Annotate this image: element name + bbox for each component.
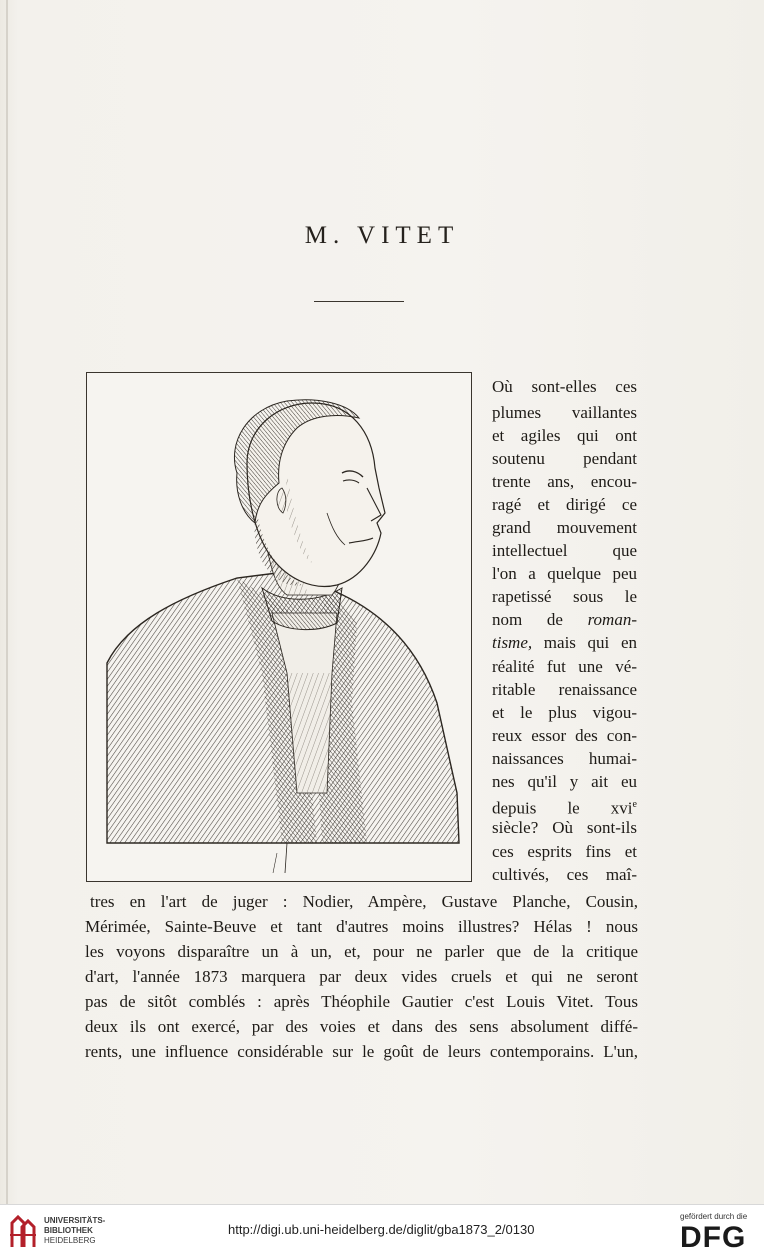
permalink-url[interactable]: http://digi.ub.uni-heidelberg.de/diglit/gba1873_2/0130 bbox=[228, 1222, 535, 1237]
column-line-7: grand mouvement bbox=[492, 518, 637, 537]
body-line-6: deux ils ont exercé, par des voies et dans des sens absolument diffé- bbox=[85, 1017, 638, 1036]
superscript-e: e bbox=[632, 799, 637, 810]
column-line-21: ces esprits fins et bbox=[492, 842, 637, 861]
column-line-2: plumes vaillantes bbox=[492, 403, 637, 422]
body-line-7: rents, une influence considérable sur le goût de leurs contemporains. L'un, bbox=[85, 1042, 638, 1061]
column-line-8: intellectuel que bbox=[492, 541, 637, 560]
column-line-11-text: nom de roman- bbox=[492, 610, 637, 629]
library-name-line-2: BIBLIOTHEK bbox=[44, 1226, 93, 1235]
library-name[interactable] bbox=[44, 1216, 105, 1246]
column-line-4: soutenu pendant bbox=[492, 449, 637, 468]
italic-word: tisme, bbox=[492, 633, 533, 652]
column-line-12 bbox=[492, 631, 637, 654]
italic-word: roman- bbox=[587, 610, 637, 629]
library-name-line-1: UNIVERSITÄTS- bbox=[44, 1216, 106, 1225]
column-line-10: rapetissé sous le bbox=[492, 587, 637, 606]
column-line-13: réalité fut une vé- bbox=[492, 657, 637, 676]
dfg-logo[interactable]: DFG bbox=[680, 1221, 747, 1254]
page-fold-edge bbox=[6, 0, 8, 1204]
column-line-22: cultivés, ces maî- bbox=[492, 865, 637, 884]
library-name-line-3: HEIDELBERG bbox=[44, 1236, 96, 1245]
column-line-12-text: tisme, mais qui en bbox=[492, 633, 637, 652]
title-divider bbox=[314, 301, 404, 302]
body-line-5: pas de sitôt comblés : après Théophile Gautier c'est Louis Vitet. Tous bbox=[85, 992, 638, 1011]
column-line-18: nes qu'il y ait eu bbox=[492, 772, 637, 791]
column-line-1: Où sont-elles ces bbox=[492, 377, 637, 396]
column-line-14: ritable renaissance bbox=[492, 680, 637, 699]
column-line-3: et agiles qui ont bbox=[492, 426, 637, 445]
funding-caption: gefördert durch die bbox=[680, 1212, 748, 1221]
column-line-19-text: depuis le xvi bbox=[492, 798, 633, 818]
column-line-16: reux essor des con- bbox=[492, 726, 637, 745]
column-line-9: l'on a quelque peu bbox=[492, 564, 637, 583]
article-title: M. VITET bbox=[304, 222, 460, 249]
body-line-1: tres en l'art de juger : Nodier, Ampère, Gustave Planche, Cousin, bbox=[90, 892, 638, 911]
body-line-3: les voyons disparaître un à un, et, pour ne parler que de la critique bbox=[85, 942, 638, 961]
library-logo-icon[interactable] bbox=[8, 1213, 38, 1249]
portrait-illustration bbox=[87, 373, 471, 881]
column-line-6: ragé et dirigé ce bbox=[492, 495, 637, 514]
column-line-17: naissances humai- bbox=[492, 749, 637, 768]
body-line-4: d'art, l'année 1873 marquera par deux vides cruels et qui ne seront bbox=[85, 967, 638, 986]
viewer-footer bbox=[0, 1204, 764, 1258]
column-line-5: trente ans, encou- bbox=[492, 472, 637, 491]
column-line-11 bbox=[492, 608, 637, 631]
column-line-15: et le plus vigou- bbox=[492, 703, 637, 722]
portrait-engraving bbox=[86, 372, 472, 882]
column-line-20: siècle? Où sont-ils bbox=[492, 818, 637, 837]
body-line-2: Mérimée, Sainte-Beuve et tant d'autres moins illustres? Hélas ! nous bbox=[85, 917, 638, 936]
